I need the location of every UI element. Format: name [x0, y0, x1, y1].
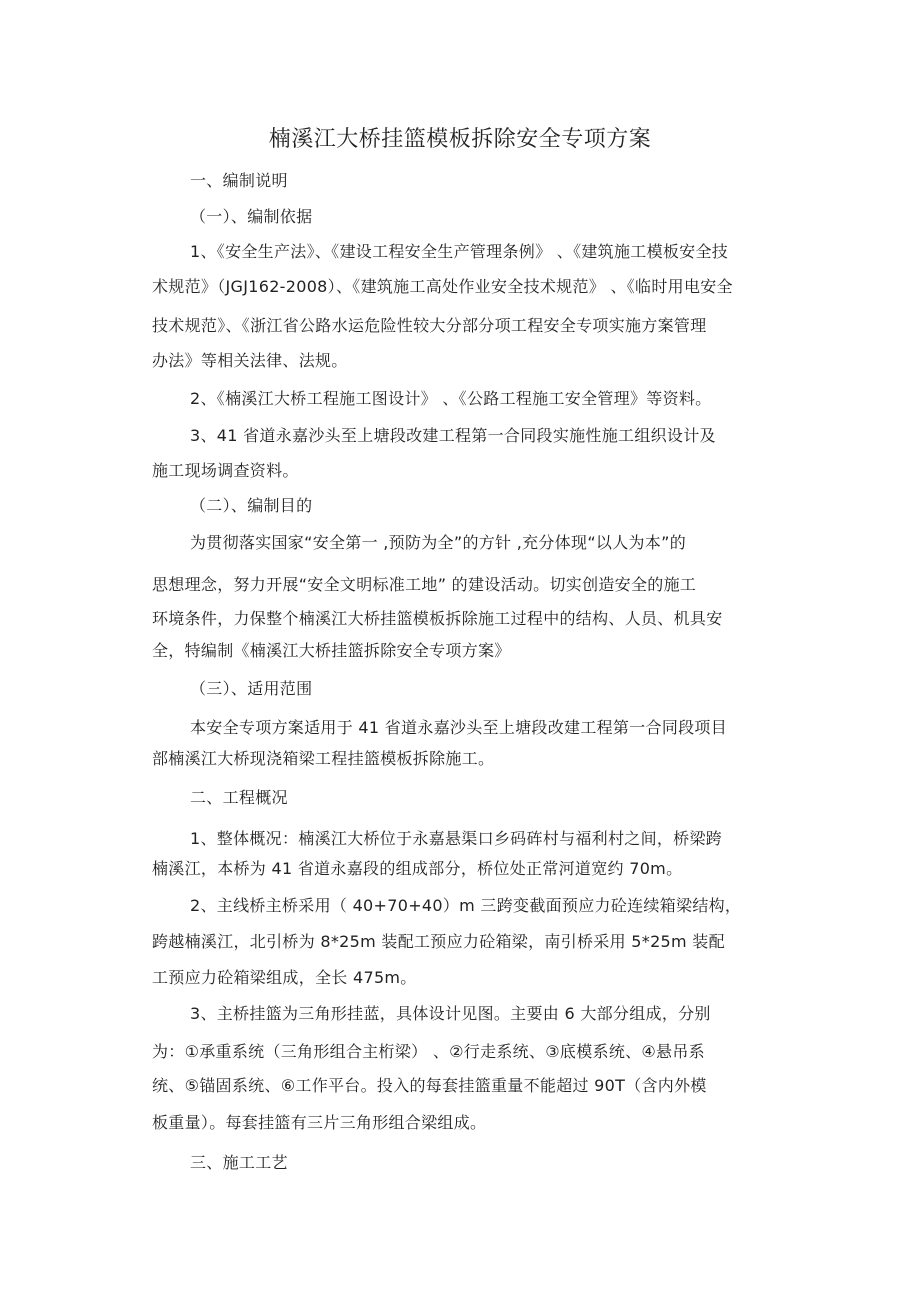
paragraph-line: 技术规范》、《浙江省公路水运危险性较大分部分项工程安全专项实施方案管理: [152, 316, 707, 335]
paragraph-line: 施工现场调查资料。: [152, 461, 299, 480]
subsection-heading: （一）、编制依据: [190, 207, 313, 226]
paragraph-line: 板重量）。每套挂篮有三片三角形组合梁组成。: [152, 1113, 487, 1132]
paragraph-line: 全，特编制《楠溪江大桥挂篮拆除安全专项方案》: [152, 641, 511, 660]
document-title: 楠溪江大桥挂篮模板拆除安全专项方案: [268, 127, 652, 152]
subsection-heading: （三）、适用范围: [190, 679, 313, 698]
paragraph-line: 2、《楠溪江大桥工程施工图设计》 、《公路工程施工安全管理》等资料。: [190, 389, 712, 408]
paragraph-line: 为：①承重系统（三角形组合主桁梁） 、②行走系统、③底模系统、④悬吊系: [152, 1042, 705, 1061]
paragraph-line: 1、整体概况：楠溪江大桥位于永嘉悬渠口乡码砗村与福利村之间，桥梁跨: [190, 829, 723, 848]
paragraph-line: 工预应力砼箱梁组成，全长 475m。: [152, 968, 417, 987]
section-heading: 三、施工工艺: [190, 1153, 288, 1172]
paragraph-line: 跨越楠溪江，北引桥为 8*25m 装配工预应力砼箱梁，南引桥采用 5*25m 装配: [152, 932, 725, 951]
paragraph-line: 楠溪江，本桥为 41 省道永嘉段的组成部分，桥位处正常河道宽约 70m。: [152, 859, 683, 878]
paragraph-line: 术规范》（JGJ162-2008）、《建筑施工高处作业安全技术规范》 、《临时用电安全: [152, 277, 733, 296]
section-heading: 一、编制说明: [190, 171, 288, 190]
paragraph-line: 部楠溪江大桥现浇箱梁工程挂篮模板拆除施工。: [152, 749, 495, 768]
paragraph-line: 统、⑤锚固系统、⑥工作平台。投入的每套挂篮重量不能超过 90T（含内外模: [152, 1076, 707, 1095]
paragraph-line: 思想理念，努力开展“安全文明标准工地” 的建设活动。切实创造安全的施工: [152, 575, 697, 594]
paragraph-line: 为贯彻落实国家“安全第一 ,预防为全”的方针 ,充分体现“以人为本”的: [190, 533, 687, 552]
paragraph-line: 2、主线桥主桥采用（ 40+70+40）m 三跨变截面预应力砼连续箱梁结构，: [190, 896, 742, 915]
paragraph-line: 3、41 省道永嘉沙头至上塘段改建工程第一合同段实施性施工组织设计及: [190, 426, 716, 445]
subsection-heading: （二）、编制目的: [190, 496, 313, 515]
paragraph-line: 1、《安全生产法》、《建设工程安全生产管理条例》 、《建筑施工模板安全技: [190, 242, 729, 261]
paragraph-line: 本安全专项方案适用于 41 省道永嘉沙头至上塘段改建工程第一合同段项目: [190, 718, 728, 737]
paragraph-line: 办法》等相关法律、法规。: [152, 351, 348, 370]
paragraph-line: 3、主桥挂篮为三角形挂蓝，具体设计见图。主要由 6 大部分组成，分别: [190, 1004, 711, 1023]
section-heading: 二、工程概况: [190, 788, 288, 807]
paragraph-line: 环境条件，力保整个楠溪江大桥挂篮模板拆除施工过程中的结构、人员、机具安: [152, 609, 723, 628]
